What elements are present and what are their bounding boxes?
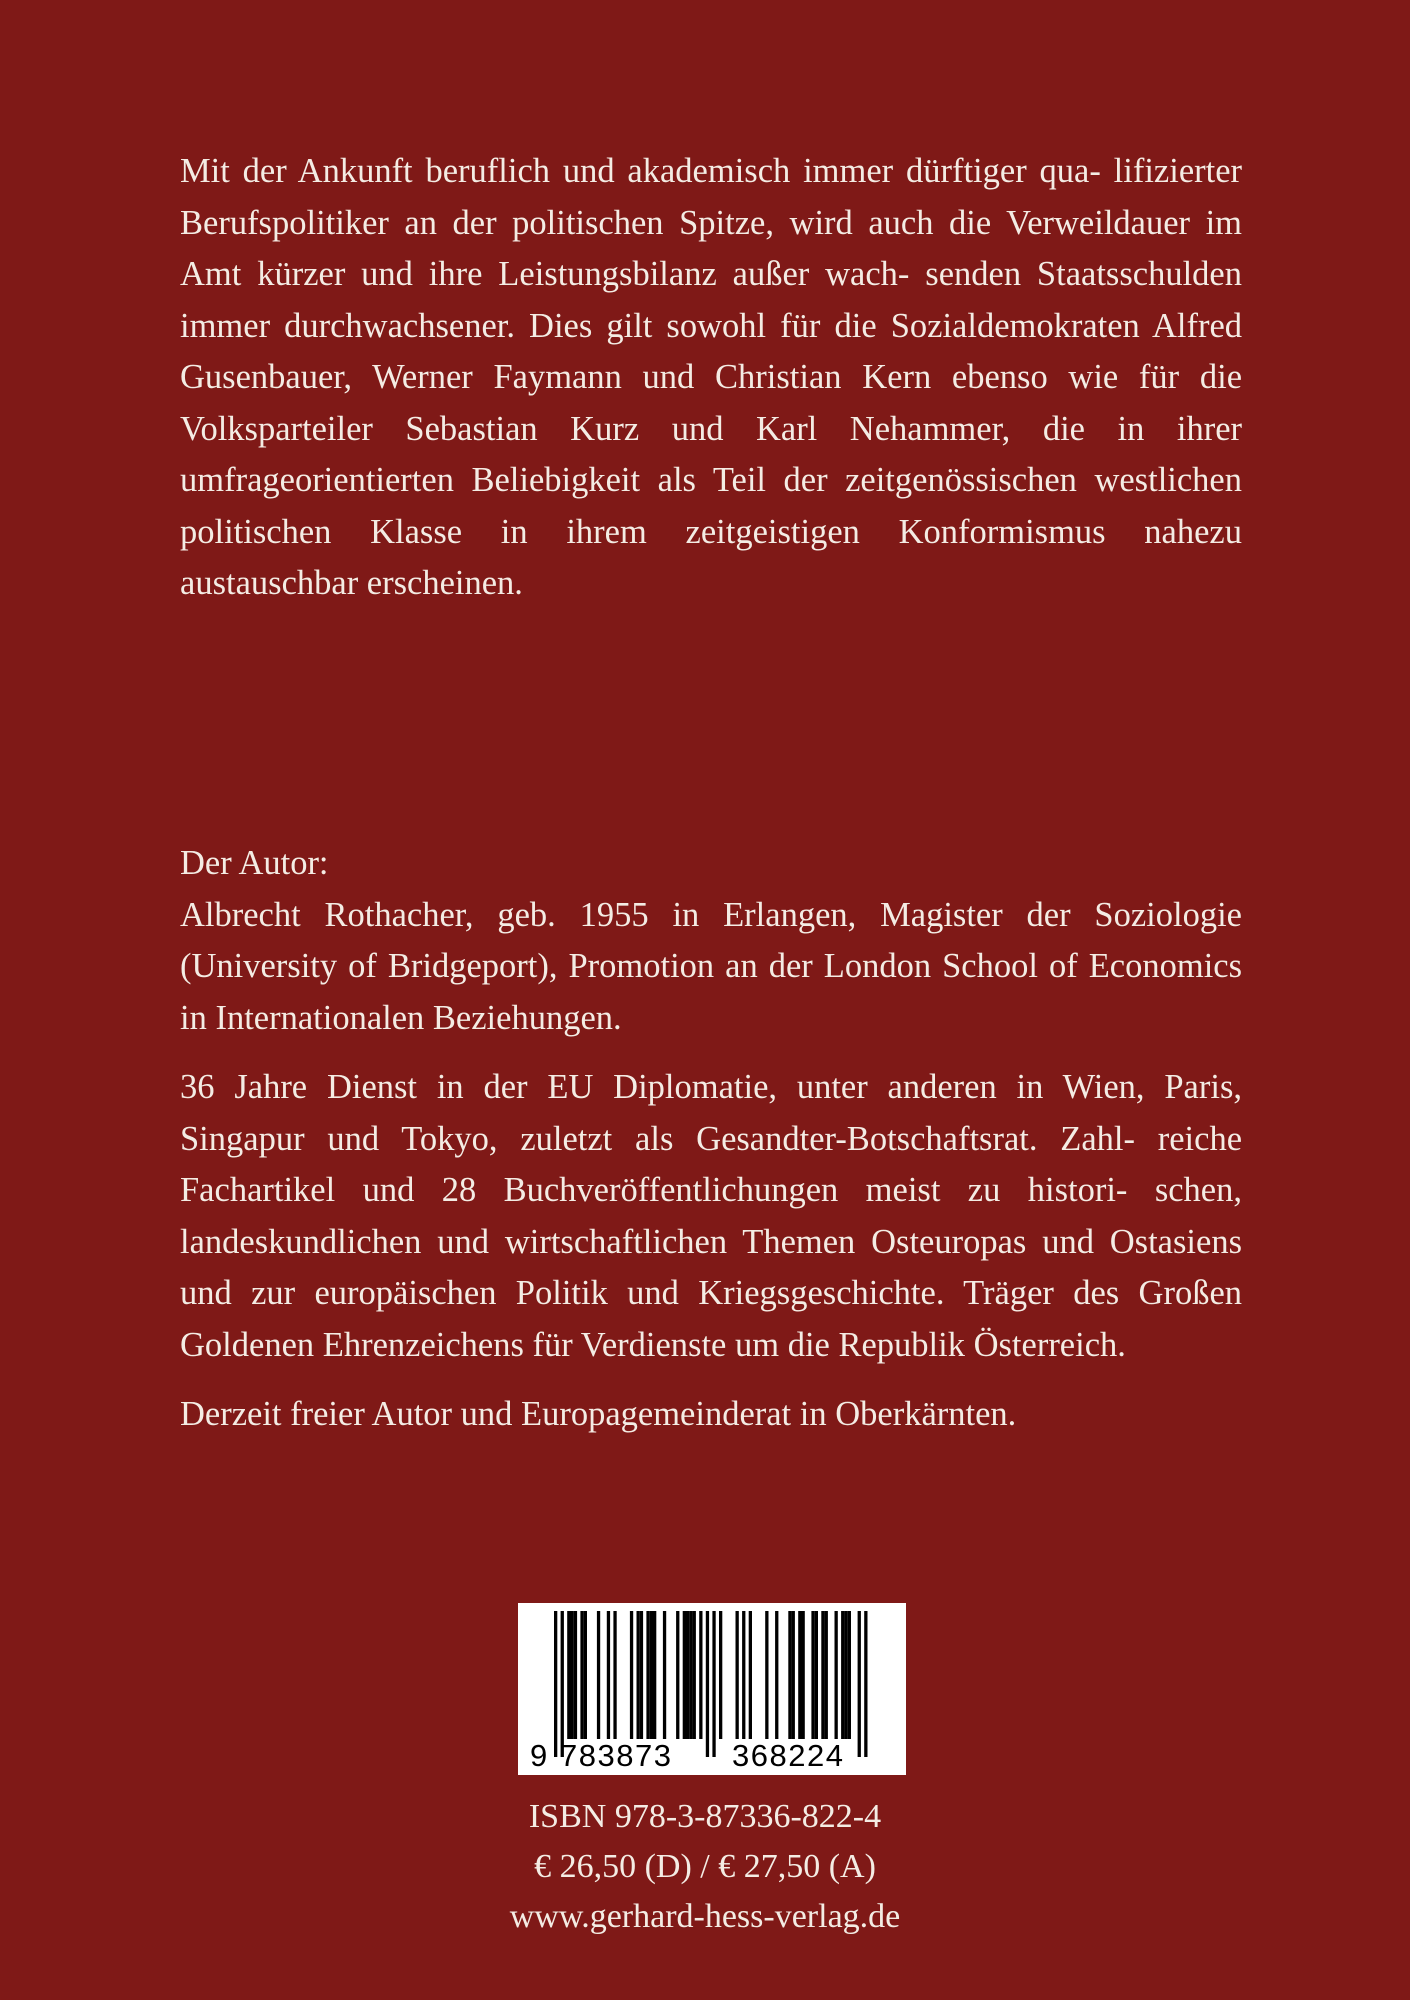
blurb-line: Christian Kern ebenso wie für die Volksparteiler Sebastian Kurz: [180, 358, 1243, 448]
barcode-bar: [775, 1611, 778, 1739]
blurb-text: [180, 146, 1242, 610]
barcode-bar: [798, 1611, 801, 1739]
author-paragraph-bio: [180, 890, 1242, 1045]
barcode-bar: [788, 1611, 791, 1739]
barcode-bar: [630, 1611, 633, 1739]
author-line: und Ostasiens und zur europäischen Politik und Kriegsgeschichte.: [180, 1222, 1242, 1312]
author-line: Albrecht Rothacher, geb. 1955 in Erlangen, Magister der Soziologie: [180, 895, 1242, 934]
isbn-barcode: [518, 1603, 906, 1775]
barcode-bar: [567, 1611, 570, 1739]
blurb-line: und Karl Nehammer, die in ihrer umfrageorientierten Beliebigkeit: [180, 409, 1242, 499]
barcode-bar: [607, 1611, 610, 1739]
barcode-bar: [653, 1611, 656, 1739]
barcode-bar: [663, 1611, 666, 1739]
barcode-digits-left: 783873: [560, 1738, 673, 1773]
author-paragraph-current: Derzeit freier Autor und Europagemeinderat in Oberkärnten.: [180, 1395, 1017, 1433]
blurb-line: Verweildauer im Amt kürzer und ihre Leistungsbilanz außer wach-: [180, 203, 1242, 293]
barcode-bar: [689, 1611, 692, 1739]
author-line: Republik Österreich.: [838, 1325, 1126, 1364]
barcode-bar: [637, 1611, 640, 1739]
author-paragraph-career: [180, 1062, 1242, 1371]
price-info: € 26,50 (D) / € 27,50 (A): [534, 1848, 876, 1885]
barcode-bar: [646, 1611, 649, 1739]
blurb-line: lifizierter Berufspolitiker an der politischen Spitze, wird auch die: [180, 152, 1243, 242]
barcode-bar: [841, 1611, 844, 1739]
barcode-digits: [518, 1739, 906, 1773]
barcode-bar: [821, 1611, 824, 1739]
barcode-bar: [765, 1611, 768, 1739]
barcode-bar: [719, 1611, 722, 1739]
barcode-bar: [815, 1611, 818, 1739]
blurb-line: zeitgeistigen Konformismus nahezu austauschbar erscheinen.: [180, 512, 1242, 602]
barcode-guard-bar: [864, 1611, 867, 1757]
author-line: reiche Fachartikel und 28 Buchveröffentlichungen meist zu histori-: [180, 1119, 1243, 1209]
barcode-bar: [683, 1611, 686, 1739]
barcode-guard-bar: [712, 1611, 715, 1757]
author-line: Träger des Großen Goldenen Ehrenzeichens für Verdienste um die: [180, 1274, 1243, 1364]
author-section: [180, 838, 1242, 1441]
barcode-bar: [580, 1611, 583, 1739]
barcode-bar: [686, 1611, 689, 1739]
barcode-bar: [584, 1611, 587, 1739]
barcode-bar: [571, 1611, 574, 1739]
isbn-number: ISBN 978-3-87336-822-4: [528, 1798, 882, 1835]
barcode-bar: [693, 1611, 696, 1739]
barcode-bar: [676, 1611, 679, 1739]
barcode-guard-bar: [706, 1611, 709, 1757]
barcode-digits-right: 368224: [732, 1738, 845, 1773]
barcode-guard-bar: [561, 1611, 564, 1757]
author-heading: Der Autor:: [180, 844, 329, 882]
author-line: Economics in Internationalen Beziehungen.: [180, 947, 1243, 1037]
barcode-bar: [749, 1611, 752, 1739]
barcode-guard-bar: [858, 1611, 861, 1757]
barcode-guard-bar: [554, 1611, 557, 1757]
barcode-bar: [848, 1611, 851, 1739]
blurb-line: die Sozialdemokraten Alfred Gusenbauer, Werner Faymann und: [180, 306, 1243, 396]
barcode-bar: [597, 1611, 600, 1739]
publisher-website: www.gerhard-hess-verlag.de: [509, 1898, 901, 1935]
barcode-bar: [574, 1611, 577, 1739]
blurb-line: Mit der Ankunft beruflich und akademisch immer dürftiger qua-: [180, 152, 1101, 190]
barcode-digit-lead: 9: [530, 1738, 548, 1773]
barcode-bar: [844, 1611, 847, 1739]
barcode-bar: [699, 1611, 702, 1739]
author-line: (University of Bridgeport), Promotion an der London School of: [180, 947, 1078, 985]
barcode-bar: [825, 1611, 828, 1739]
author-line: schen, landeskundlichen und wirtschaftlichen Themen Osteuropas: [180, 1171, 1242, 1261]
author-line: Singapur und Tokyo, zuletzt als Gesandter-Botschaftsrat. Zahl-: [180, 1119, 1135, 1158]
barcode-bar: [742, 1611, 745, 1739]
barcode-bar: [835, 1611, 838, 1739]
barcode-bar: [640, 1611, 643, 1739]
barcode-bar: [613, 1611, 616, 1739]
author-line: 36 Jahre Dienst in der EU Diplomatie, unter anderen in Wien, Paris,: [180, 1068, 1242, 1106]
barcode-bar: [650, 1611, 653, 1739]
blurb-line: senden Staatsschulden immer durchwachsener. Dies gilt sowohl für: [180, 255, 1242, 345]
blurb-paragraph: [180, 146, 1242, 610]
barcode-bar: [792, 1611, 795, 1739]
blurb-line: als Teil der zeitgenössischen westlichen politischen Klasse in ihrem: [180, 461, 1242, 551]
barcode-bar: [802, 1611, 805, 1739]
barcode-bar: [811, 1611, 814, 1739]
barcode-bar: [736, 1611, 739, 1739]
